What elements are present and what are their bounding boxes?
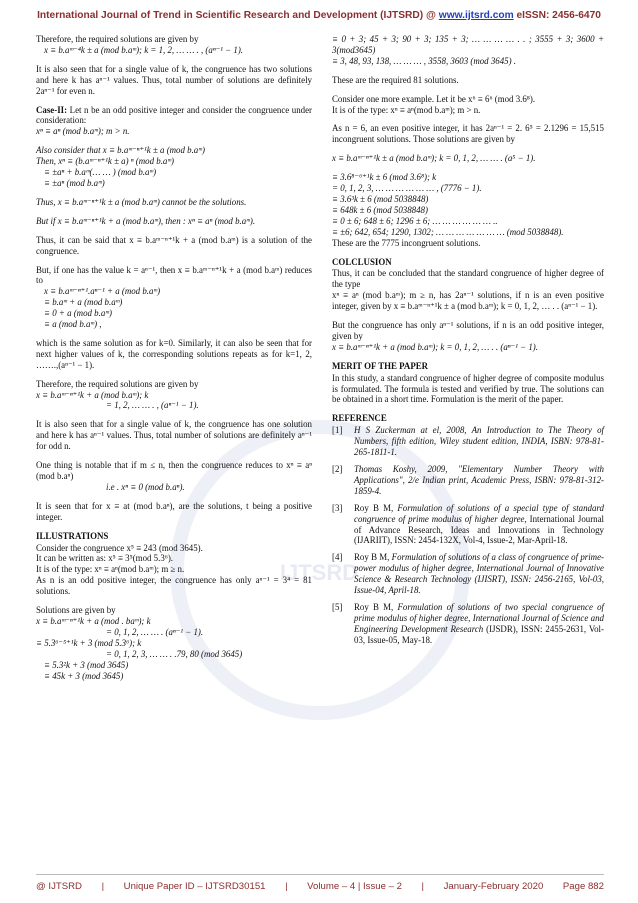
text: It can be written as: x⁵ ≡ 3⁵(mod 5.3⁶).	[36, 553, 174, 564]
equation: x ≡ b.aᵐ⁻ⁿ⁺¹k + a (mod b.aᵐ); k	[36, 389, 149, 400]
equation: x ≡ b.aᵐ⁻⁴k ± a (mod b.aᵐ); k = 1, 2, … … . , (aⁿ⁻¹ − 1).	[44, 44, 243, 55]
text: Let n be an odd positive integer and consider the congruence under consideration:	[36, 104, 312, 126]
reference-item	[332, 552, 604, 596]
text-block	[36, 34, 312, 56]
reference-item	[332, 602, 604, 646]
equation: ≡ a (mod b.aᵐ) ,	[44, 319, 102, 330]
paragraph: But if x ≡ b.aᵐ⁻ⁿ⁺¹k + a (mod b.aᵐ), then : xⁿ ≡ aⁿ (mod b.aᵐ).	[36, 215, 256, 226]
ref-rest: (IJSDR), ISSN: 2455-2631, Vol-03, Issue-05, May-18.	[354, 623, 604, 645]
paragraph: It is seen that for x ≡ at (mod b.aⁿ), are the solutions, t being a positive integer.	[36, 500, 312, 522]
reference-number: [1]	[332, 425, 343, 436]
paragraph: Thus, x ≡ b.aᵐ⁻ⁿ⁺¹k ± a (mod b.aᵐ) cannot be the solutions.	[36, 196, 247, 207]
equation: x ≡ b.aᵐ⁻ⁿ⁺¹k + a (mod b.aᵐ); k = 0, 1, 2, … . . (aⁿ⁻¹ − 1).	[332, 341, 538, 352]
text: One thing is notable that if m ≤ n, then the congruence reduces to xⁿ ≡ aⁿ (mod b.aⁿ)	[36, 460, 312, 481]
section-heading: MERIT OF THE PAPER	[332, 360, 429, 371]
text: Consider the congruence x⁵ ≡ 243 (mod 3645).	[36, 542, 203, 553]
equation: ≡ 0 + 3; 45 + 3; 90 + 3; 135 + 3; … … … … . . ; 3555 + 3; 3600 + 3(mod3645)	[332, 34, 604, 55]
equation: ≡ ±aⁿ + b.aᵐ(… … ) (mod b.aᵐ)	[44, 167, 157, 178]
text: These are the 7775 incongruent solutions.	[332, 237, 481, 248]
text-block	[36, 460, 312, 493]
text-block	[36, 605, 312, 681]
equation: x ≡ b.aᵐ⁻ⁿ⁺¹k + a (mod . baᵐ); k	[36, 615, 151, 626]
reference-text	[354, 425, 604, 458]
text: Thus, it can be concluded that the standard congruence of higher degree of the type	[332, 268, 604, 290]
equation: = 0, 1, 2, 3, … … … … … … , (7776 − 1).	[332, 183, 482, 194]
text: xⁿ ≡ aⁿ (mod b.aᵐ); m ≥ n, has 2aⁿ⁻¹ solutions, if n is an even positive integer, given by x ≡ b.aᵐ⁻ⁿ⁺¹k ± a (mod b.aᵐ); k = 0, 1, 2, … . . (aⁿ⁻¹ − 1).	[332, 290, 604, 312]
ref-title: Formulation of solutions of a class of congruence of prime-power modulus of higher degree, International Journal of Innovative Science & Research Technology (IJISRT), ISSN: 2456-2165, Vol-03, Issue-04, April-18.	[354, 552, 604, 596]
equation: ≡ 3, 48, 93, 138, … … … , 3558, 3603 (mod 3645) .	[332, 55, 516, 66]
equation: ≡ 0 ± 6; 648 ± 6; 1296 ± 6; … … … … … … ..	[332, 215, 498, 226]
equation: ≡ 5.3⁶⁻⁵⁺¹k + 3 (mod 5.3⁶); k	[36, 637, 142, 648]
reference-item	[332, 503, 604, 547]
case-label: Case-II:	[36, 104, 68, 115]
reference-number: [2]	[332, 464, 343, 474]
text-block	[332, 320, 604, 353]
journal-url-link[interactable]: www.ijtsrd.com	[438, 10, 514, 21]
equation: ≡ b.aᵐ + a (mod b.aᵐ)	[44, 297, 123, 308]
text-block	[36, 105, 312, 138]
footer-date: January-February 2020	[443, 881, 544, 892]
ref-title: H S Zuckerman at el, 2008, An Introduction to The Theory of Numbers, fifth edition, Wiley student edition, INDIA, ISBN: 978-81-265-1811-1.	[354, 425, 604, 458]
reference-text	[354, 552, 604, 596]
footer-separator: |	[421, 881, 424, 892]
left-column	[36, 34, 312, 681]
text: But, if one has the value k = aⁿ⁻¹, then x ≡ b.aᵐ⁻ⁿ⁺¹k + a (mod b.aᵐ) reduces to	[36, 264, 312, 286]
equation: ≡ 648k ± 6 (mod 5038848)	[332, 204, 428, 215]
equation: ≡ 5.3²k + 3 (mod 3645)	[44, 659, 129, 670]
equation: ≡ 3.6⁸⁻⁶⁺¹k ± 6 (mod 3.6⁸); k	[332, 172, 437, 183]
text: Therefore, the required solutions are given by	[36, 378, 199, 389]
reference-list	[332, 425, 604, 645]
equation: = 0, 1, 2, 3, … … . .79, 80 (mod 3645)	[106, 648, 243, 659]
ref-rest: International Journal of Advance Research, Ideas and Innovations in Technology (IJARIIT), ISSN: 2454-132X, Vol-4, Issue-2, Mar-April-18.	[354, 513, 605, 546]
text-block	[36, 265, 312, 330]
equation: ≡ 3.6³k ± 6 (mod 5038848)	[332, 193, 429, 204]
ref-author: Roy B M,	[354, 502, 398, 513]
paragraph: Thus, it can be said that x ≡ b.aᵐ⁻ⁿ⁺¹k + a (mod b.aᵐ) is a solution of the congruence.	[36, 234, 312, 256]
footer-rule	[36, 874, 604, 875]
ref-title: Formulation of solutions of two special congruence of prime modulus of higher degree, International Journal of Science and Engineering Development Research	[354, 601, 604, 634]
reference-text	[354, 503, 604, 547]
equation: = 1, 2, … … . , (aⁿ⁻¹ − 1).	[106, 400, 199, 411]
equation: ≡ 0 + a (mod b.aᵐ)	[44, 308, 112, 319]
section-heading: ILLUSTRATIONS	[36, 530, 109, 541]
reference-number: [5]	[332, 601, 343, 612]
paragraph: As n = 6, an even positive integer, it has 2aⁿ⁻¹ = 2. 6⁵ = 2.1296 = 15,515 incongruent solutions. Those solutions are given by	[332, 123, 604, 145]
equation: = 0, 1, 2, … … . (aⁿ⁻¹ − 1).	[106, 626, 204, 637]
ref-author: Roy B M,	[354, 552, 392, 563]
text-block	[36, 379, 312, 412]
text-block	[332, 268, 604, 312]
reference-text	[354, 464, 604, 497]
paragraph: In this study, a standard congruence of higher degree of composite modulus is formulated. The formula is tested and verified by true. The solutions can be obtained in a short time. Formulation is the merit of the paper.	[332, 372, 604, 405]
text: Solutions are given by	[36, 605, 116, 616]
text-block	[332, 94, 604, 116]
reference-number: [4]	[332, 552, 343, 563]
reference-item	[332, 425, 604, 458]
footer-page: Page 882	[562, 881, 604, 892]
text-block	[332, 34, 604, 67]
footer-paper-id: Unique Paper ID – IJTSRD30151	[123, 881, 266, 892]
section-heading: REFERENCE	[332, 413, 387, 424]
text: It is of the type: xⁿ ≡ aⁿ(mod b.aᵐ); m > n.	[332, 104, 481, 115]
equation: xⁿ ≡ aⁿ (mod b.aᵐ); m > n.	[36, 126, 130, 137]
journal-name: International Journal of Trend in Scientific Research and Development (IJTSRD) @	[37, 10, 439, 21]
ref-title: Formulation of solutions of a special type of standard congruence of prime modulus of higher degree,	[354, 502, 604, 524]
reference-text	[354, 602, 604, 646]
equation: x ≡ b.aᵐ⁻ⁿ⁺¹.aⁿ⁻¹ + a (mod b.aᵐ)	[44, 286, 161, 297]
equation: ≡ 45k + 3 (mod 3645)	[44, 670, 124, 681]
text: But the congruence has only aⁿ⁻¹ solutions, if n is an odd positive integer, given by	[332, 320, 604, 341]
reference-number: [3]	[332, 502, 343, 513]
reference-item	[332, 464, 604, 497]
equation: x ≡ b.aᵐ⁻ⁿ⁺¹k ± a (mod b.aᵐ); k = 0, 1, 2, … … . (a⁵ − 1).	[332, 153, 536, 164]
right-column	[332, 34, 604, 652]
equation: Then, xⁿ ≡ (b.aᵐ⁻ⁿ⁺¹k ± a) ⁿ (mod b.aᵐ)	[36, 156, 175, 167]
equation: ≡ ±6; 642, 654; 1290, 1302; … … … … … … … (mod 5038848).	[332, 226, 564, 237]
footer-volume: Volume – 4 | Issue – 2	[307, 881, 402, 892]
ref-author: Roy B M,	[354, 601, 398, 612]
footer-separator: |	[285, 881, 288, 892]
paragraph: It is also seen that for a single value of k, the congruence has two solutions and here k has aⁿ⁻¹ values. Thus, total number of solutions are definitely 2aⁿ⁻¹ for even n.	[36, 63, 312, 96]
text: It is of the type: xⁿ ≡ aⁿ(mod b.aᵐ); m ≥ n.	[36, 564, 185, 575]
running-header	[0, 10, 638, 21]
text-block	[36, 145, 312, 189]
text-block	[36, 543, 312, 598]
paragraph: which is the same solution as for k=0. Similarly, it can also be seen that for next higher values of k, the corresponding solutions repeats as for k=1, 2, …….,(aⁿ⁻¹ − 1).	[36, 337, 312, 370]
paragraph: It is also seen that for a single value of k, the congruence has one solution and here k has aⁿ⁻¹ values. Thus, total number of solutions are definitely aⁿ⁻¹ for odd n.	[36, 419, 312, 452]
equation: ≡ ±aⁿ (mod b.aᵐ)	[44, 177, 105, 188]
text-block	[332, 172, 604, 248]
section-heading: COLCLUSION	[332, 256, 392, 267]
paragraph: These are the required 81 solutions.	[332, 74, 459, 85]
text: As n is an odd positive integer, the congruence has only aⁿ⁻¹ = 3⁴ = 81 solutions.	[36, 575, 312, 597]
equation: i.e . xⁿ ≡ 0 (mod b.aⁿ).	[106, 481, 185, 492]
equation: Also consider that x ≡ b.aᵐ⁻ⁿ⁺¹k ± a (mod b.aᵐ)	[36, 145, 205, 156]
running-footer	[36, 881, 604, 892]
journal-issn: eISSN: 2456-6470	[513, 10, 601, 21]
footer-journal: @ IJTSRD	[36, 881, 82, 892]
text: Consider one more example. Let it be x⁶ ≡ 6⁶ (mod 3.6⁸).	[332, 93, 536, 104]
watermark-text: IJTSRD	[279, 560, 359, 585]
text: Therefore, the required solutions are given by	[36, 34, 199, 44]
footer-separator: |	[101, 881, 105, 892]
ref-title: Thomas Koshy, 2009, "Elementary Number Theory with Applications", 2/e Indian print, Academic Press, ISBN: 978-81-312-1859-4.	[354, 464, 604, 496]
